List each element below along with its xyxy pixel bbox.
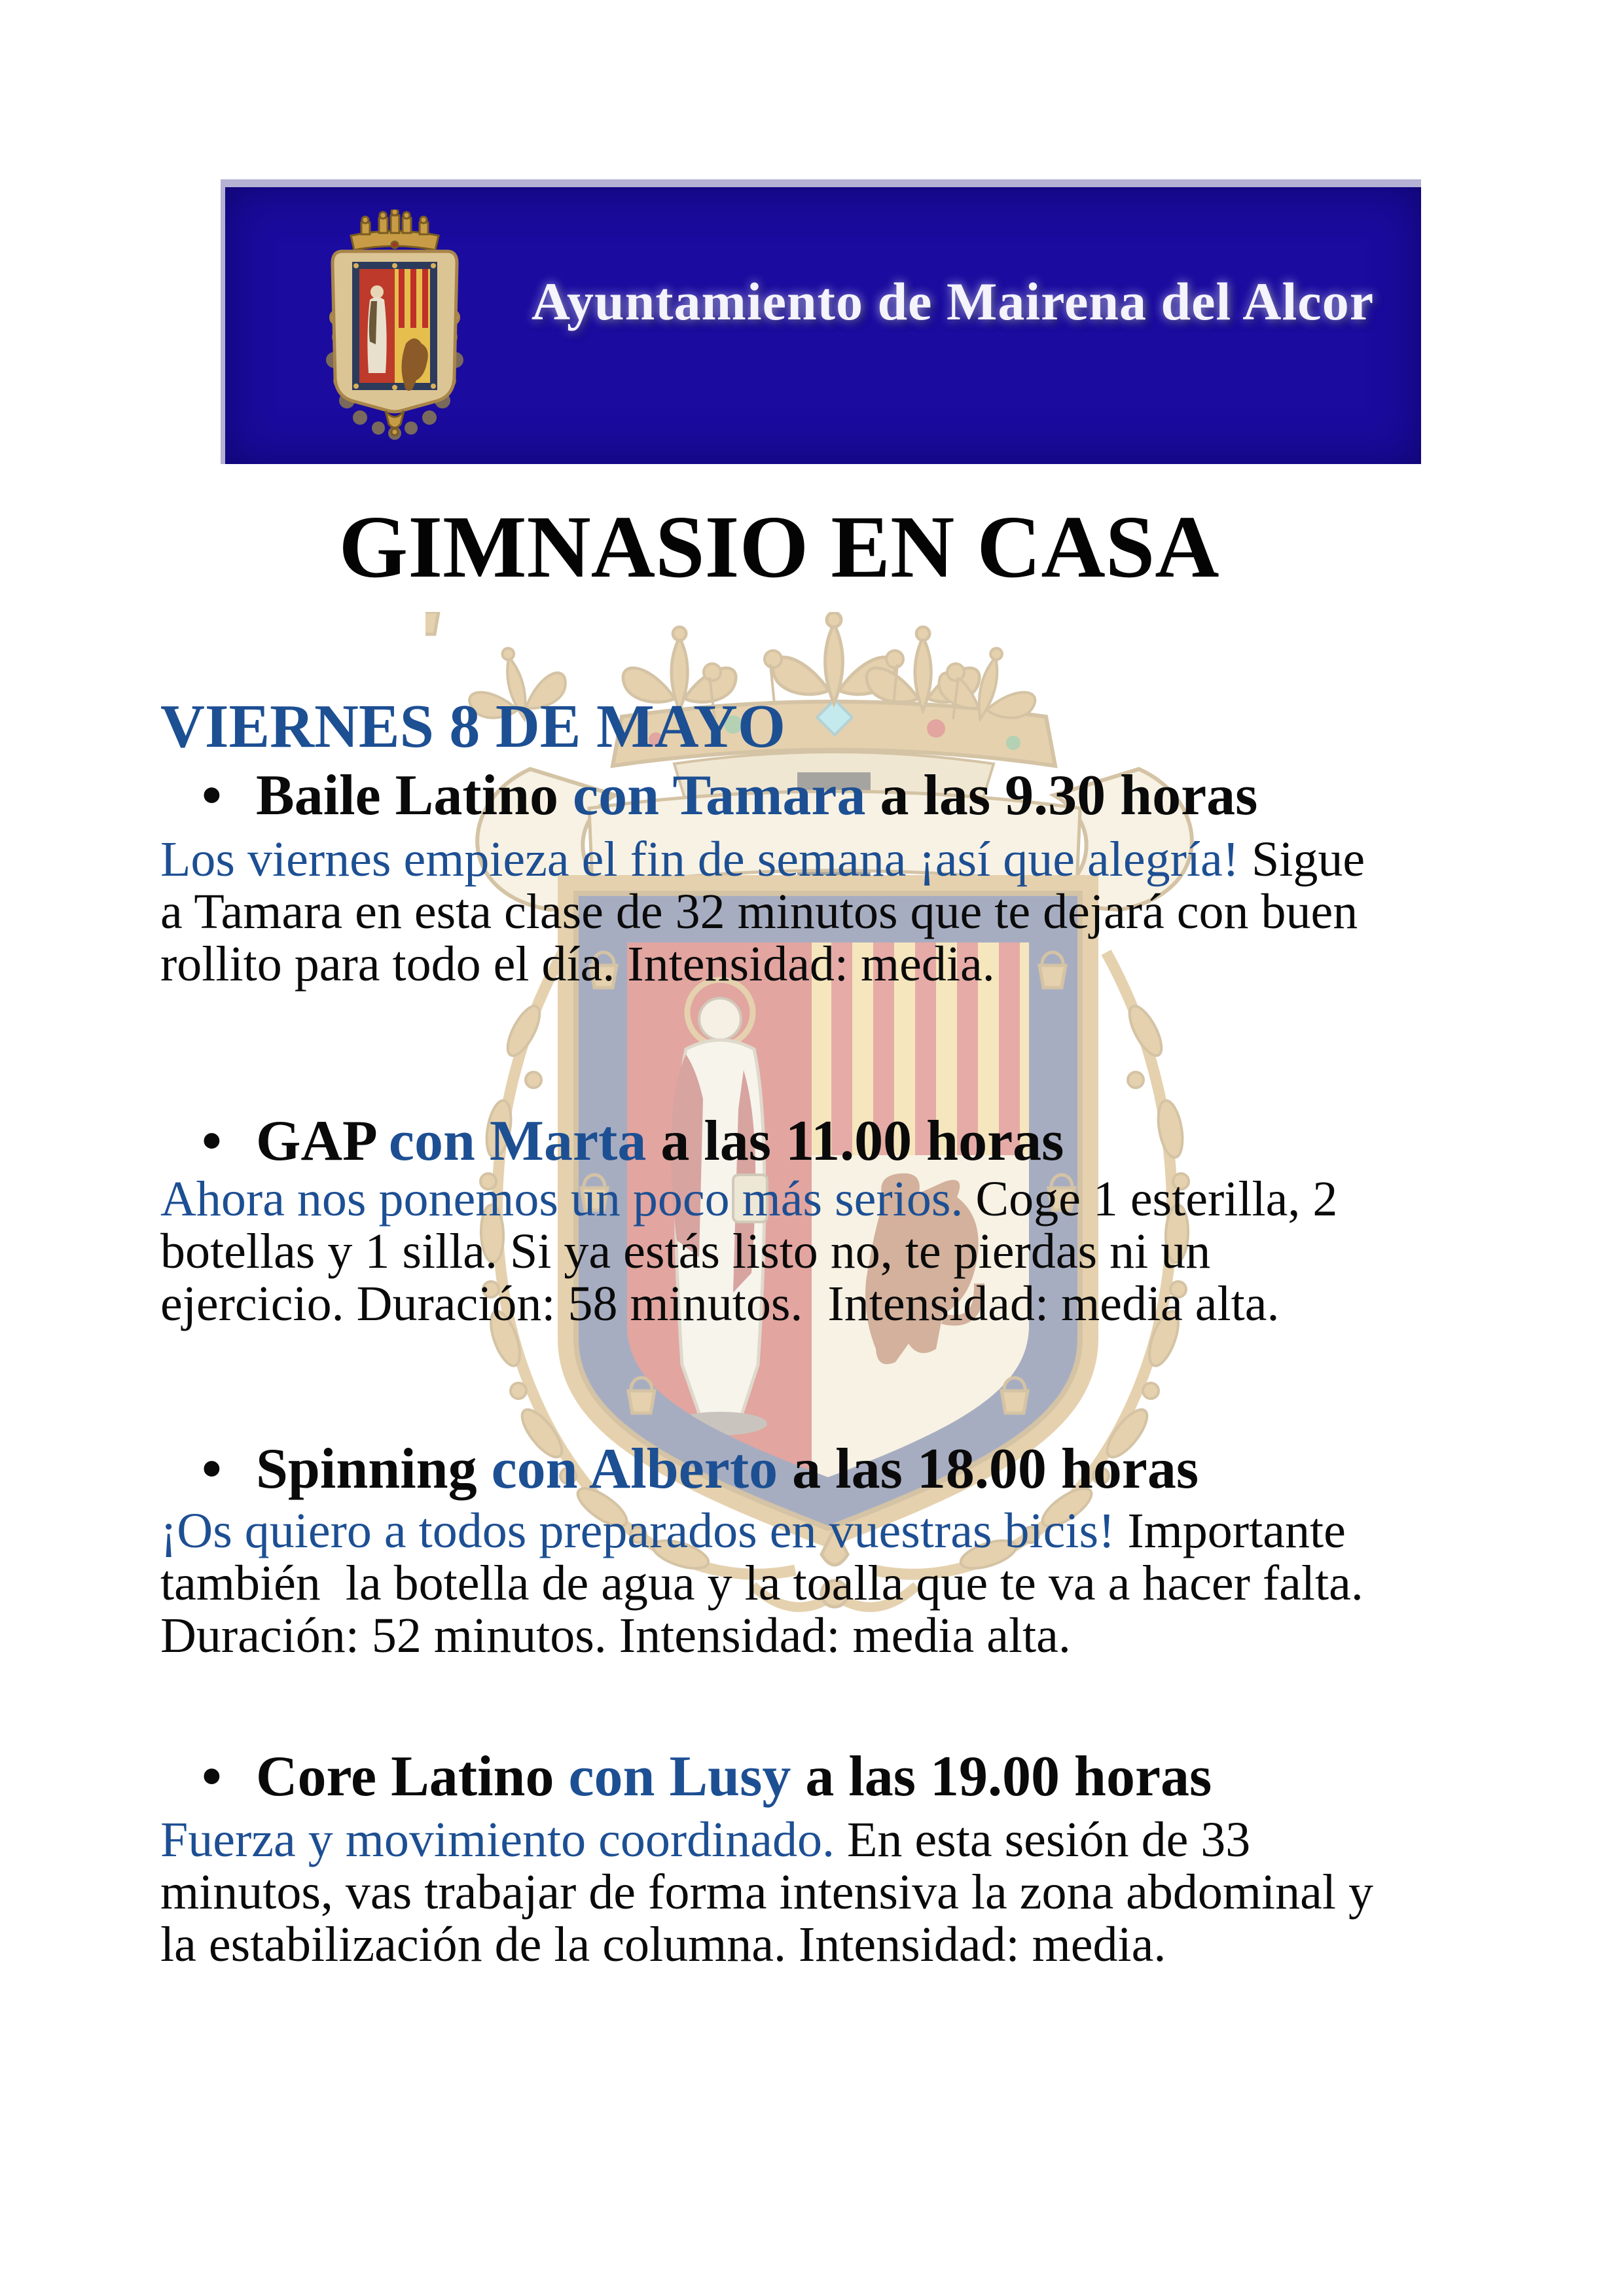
line-black-segment: Sigue [1239, 832, 1365, 887]
paragraph-line [160, 1278, 1279, 1330]
bullet-marker: • [202, 764, 222, 827]
line-black-segment: a Tamara en esta clase de 32 minutos que te dejará con buen [160, 884, 1358, 939]
paragraph-line [160, 1225, 1210, 1278]
paragraph-line [160, 1918, 1166, 1971]
activity-time: a las 18.00 horas [778, 1437, 1199, 1501]
organization-name: Ayuntamiento de Mairena del Alcor [531, 272, 1375, 331]
activity-instructor: con Tamara [573, 764, 866, 827]
activity-heading [160, 764, 1258, 827]
activity-time: a las 9.30 horas [865, 764, 1258, 827]
paragraph-line [160, 1557, 1363, 1609]
line-black-segment: rollito para todo el día. Intensidad: media. [160, 937, 995, 992]
header-banner [221, 179, 1421, 464]
paragraph-line [160, 938, 995, 990]
paragraph-line [160, 1505, 1346, 1557]
line-black-segment: ejercicio. Duración: 58 minutos. Intensidad: media alta. [160, 1276, 1280, 1331]
activity-heading [160, 1745, 1212, 1808]
day-heading: VIERNES 8 DE MAYO [160, 692, 785, 761]
activity-name: GAP [256, 1109, 389, 1173]
line-black-segment: En esta sesión de 33 [834, 1812, 1251, 1867]
banner-coat-of-arms-icon [313, 209, 477, 442]
crest-tassel [386, 411, 404, 428]
line-black-segment: Importante [1115, 1503, 1346, 1558]
line-black-segment: minutos, vas trabajar de forma intensiva la zona abdominal y [160, 1865, 1373, 1920]
paragraph-line [160, 833, 1365, 886]
crest-shield [352, 262, 437, 391]
activity-heading [160, 1437, 1199, 1501]
crest-crown [351, 209, 439, 250]
activity-instructor: con Lusy [568, 1745, 791, 1808]
line-blue-segment: ¡Os quiero a todos preparados en vuestras bicis! [160, 1503, 1115, 1558]
line-blue-segment: Los viernes empieza el fin de semana ¡así que alegría! [160, 832, 1240, 887]
line-black-segment: la estabilización de la columna. Intensidad: media. [160, 1917, 1166, 1972]
bullet-marker: • [202, 1109, 222, 1173]
paragraph-line [160, 1866, 1373, 1918]
bullet-marker: • [202, 1437, 222, 1501]
activity-time: a las 11.00 horas [646, 1109, 1064, 1173]
line-blue-segment: Fuerza y movimiento coordinado. [160, 1812, 835, 1867]
paragraph-line [160, 1173, 1337, 1225]
activity-instructor: con Marta [388, 1109, 647, 1173]
paragraph-line [160, 886, 1358, 938]
activity-heading [160, 1109, 1064, 1173]
activity-time: a las 19.00 horas [791, 1745, 1212, 1808]
line-blue-segment: Ahora nos ponemos un poco más serios. [160, 1172, 964, 1227]
line-black-segment: también la botella de agua y la toalla que te va a hacer falta. [160, 1556, 1363, 1611]
activity-instructor: con Alberto [491, 1437, 778, 1501]
line-black-segment: botellas y 1 silla. Si ya estás listo no, te pierdas ni un [160, 1224, 1211, 1279]
paragraph-line [160, 1609, 1071, 1662]
activity-name: Baile Latino [256, 764, 573, 827]
line-black-segment: Coge 1 esterilla, 2 [963, 1172, 1338, 1227]
activity-name: Core Latino [256, 1745, 569, 1808]
bullet-marker: • [202, 1745, 222, 1808]
paragraph-line [160, 1814, 1250, 1866]
line-black-segment: Duración: 52 minutos. Intensidad: media alta. [160, 1608, 1071, 1663]
activity-name: Spinning [256, 1437, 492, 1501]
document-title: GIMNASIO EN CASA [338, 498, 1219, 596]
